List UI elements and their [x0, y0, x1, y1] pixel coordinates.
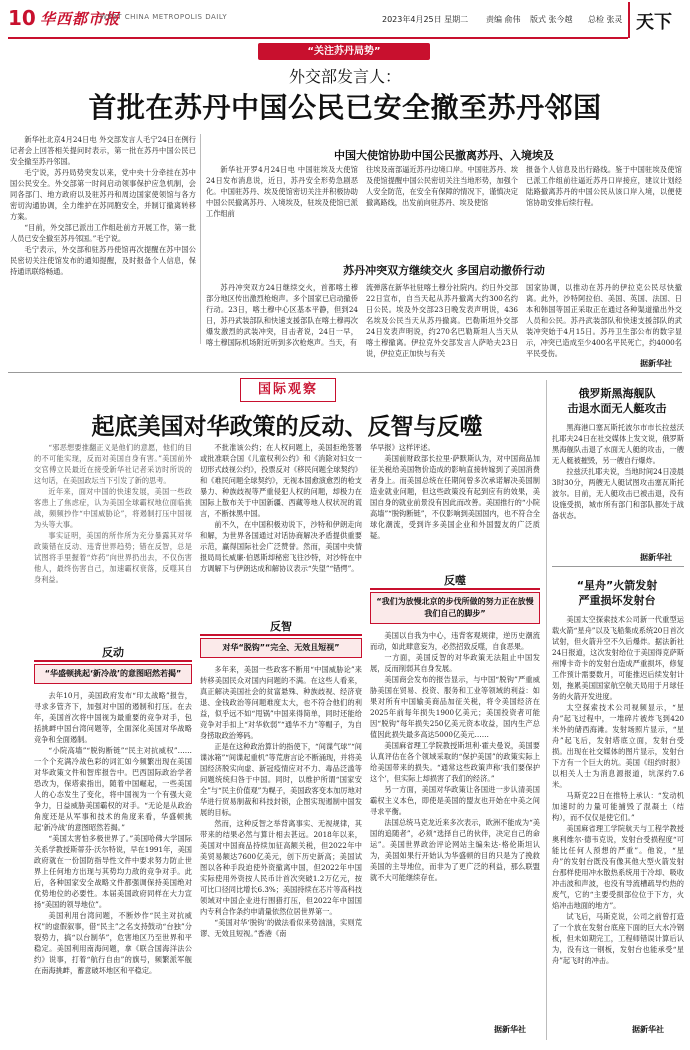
- paragraph: 美国前财政部长拉里·萨默斯认为，对中国商品加征关税给美国物价造成的影响直接转嫁到了美国消费者身上。而美国总统在任期间曾多次承诺解决美国制造业就业问题，但这些政策没有起到应有的效果，美国自身的就业前景没有因此而改善。美国推行的“小院高墙”“脱钩断链”，不仅影响到美国国内，也不符合全球化潮流，受到许多美国企业和外国盟友的广泛质疑。: [370, 454, 540, 540]
- paragraph: 新华社北京4月24日电 外交部发言人毛宁24日在例行记者会上回答相关提问时表示，第一批在苏丹中国公民已安全撤至苏丹邻国。: [10, 135, 196, 166]
- section1-title: 反动: [102, 646, 124, 659]
- paragraph: 多年来，美国一些政客不断用“中国威胁论”来转移美国民众对国内问题的不满。在这些人看来，真正解决美国社会的贫富悬殊、种族歧视、经济衰退、金钱政治等问题难度太大，也不符合他们的利益，似乎远不如“甩锅”中国来得简单，同时还能给竞争对手扣上“对华软弱”“通华不力”等帽子，为自身捞取政治筹码。: [200, 665, 362, 740]
- paragraph: 美国以自我为中心，违背客观规律，逆历史潮流而动，如此肆意妄为，必然招致反噬，自食恶果。: [370, 631, 540, 651]
- designer-credit: 版式 张今越: [530, 15, 573, 24]
- title-line: 严重损坏发射台: [578, 594, 656, 607]
- section-rule: [200, 634, 362, 636]
- paragraph: “小院高墙”“脱钩断链”“民主对抗威权”……一个个充满冷战色彩的词汇如今频繁出现在美国对华政策文件和智库报告中。巴西国际政治学者恐改为，保塔索指出，随着中国崛起，一些美国人的心态发生了变化，将中国视为一个有强大竞争力，日益威胁美国霸权的对手。“无论是从政治角度还是从军事和技术的角度来看，华盛顿挑起‘新冷战’的意图昭然若揭。”: [34, 746, 192, 832]
- paragraph: 苏丹冲突双方24日继续交火，首都喀土穆部分地区传出激烈枪炮声。多个国家已启动撤侨行动。23日，喀土穆中心区基本平静，但到24日，苏丹武装部队和快速支援部队在喀土穆再次爆发激烈的武装冲突，目击者说，24日一早，喀土穆国际机场附近听到多次枪炮声。当天，有: [206, 283, 358, 347]
- mid-col-top: [200, 442, 362, 610]
- paragraph: 马斯克22日在推特上承认：“发动机加速时的力量可能捕毁了混凝土（结构），而不仅仅是使它们。”: [552, 791, 684, 822]
- paragraph: 不批准该公约；在人权问题上，美国拒绝签署或批准联合国《儿童权利公约》和《消除对妇女一切形式歧视公约》，投票反对《移民问题全球契约》和《难民问题全球契约》，无视本国愈演愈烈的枪支暴力、种族歧视等严重侵犯人权的问题，却极力在国际上散布关于中国新疆、西藏等地人权状况的谎言，不断抹黑中国。: [200, 443, 362, 518]
- paragraph: 近年来，面对中国的快速发展，美国一些政客患上了焦虑症，认为美国全球霸权地位面临挑战，频频抄作“中国威胁论”，将遏制打压中国视为头等大事。: [34, 487, 192, 529]
- paragraph: 美国商会发布的报告显示，与中国“脱钩”严重威胁美国在贸易、投资、服务和工业等领域的利益：如果对所有中国输美商品加征关税，将令美国经济在2025年前每年损失1900亿美元；美国投资者可能因“脱钩”每年损失250亿美元资本收益，国内生产总值因此损失最多高达5000亿美元……: [370, 675, 540, 739]
- section3-quote: “我们为放慢北京的步伐所做的努力正在放慢我们自己的脚步”: [370, 592, 540, 624]
- sidebar-story1-credit: 据新华社: [640, 553, 672, 562]
- title-line: 俄罗斯黑海舰队: [578, 387, 656, 400]
- column-tag-box: [240, 378, 336, 402]
- column-divider: [200, 134, 201, 344]
- paragraph: 事实证明，美国的所作所为充分暴露其对华政策错在反动、违背世界趋势；错在反智，总是试图将手里握着“炸药”向世界扔出去，不仅伤害他人，最终伤害自己，加速霸权衰落，反噬其自身利益。: [34, 531, 192, 584]
- paragraph: 美国太空探索技术公司新一代重型运载火箭“星舟”以及飞船集成系统20日首次试射，但火箭升空不久后爆炸。据法新社24日报道，这次发射给位于美国得克萨斯州博卡奇卡的发射台造成严重损坏，修复工作预计需要数月，可能推迟后续发射计划，拖累美国国家航空航天局用于月球任务的火箭开发进度。: [552, 615, 684, 701]
- evacuation-col2: [366, 282, 518, 366]
- issue-date: 2023年4月25日 星期二: [382, 15, 469, 24]
- story-divider: [8, 372, 682, 373]
- top-kicker: 外交部发言人：: [288, 67, 401, 86]
- sidebar-story1-body: [552, 422, 684, 552]
- sidebar-story2-body: [552, 614, 684, 1020]
- paragraph: 华早报》这样评述。: [370, 443, 435, 452]
- paragraph: 前不久，在中国积极劝说下，沙特和伊朗走向和解，为世界各国通过对话协商解决矛盾提供重要示范，赢得国际社会广泛赞誉。然而，美国中央情报局局长威廉·伯恩斯却秘密飞往沙特，对沙特在中方调解下与伊朗达成和解协议表示“失望”“错愕”。: [200, 520, 362, 573]
- section-rule: [34, 660, 192, 662]
- bottom-story-credit: 据新华社: [494, 1025, 526, 1034]
- sidebar-divider: [546, 380, 547, 1040]
- paragraph: “邪恶想要推翻正义是他们的意愿，他们的目的不可能实现，反而对美国自身有害。”美国前外交官傅立民最近在接受新华社记者采访时所说的这句话，在美国政坛当下引发了新的思考。: [34, 443, 192, 485]
- paragraph: “目前，外交部已派出工作组赴前方开展工作，第一批人员已安全撤至苏丹邻国。”毛宁说。: [10, 223, 196, 243]
- bottom-headline: 起底美国对华政策的反动、反智与反噬: [91, 414, 483, 440]
- sidebar-story1-title: [550, 386, 684, 416]
- paragraph: 然而，这种反智之举背离事实、无视规律，其带来的结果必然与算计相去甚远。2018年以来，美国对中国商品持续加征高额关税，但2022年中美贸易额达7600亿美元，创下历史新高；美国试图以各种手段迫使外资撤离中国，但2022年中国实际使用外资按人民币计首次突破1.2万亿元，按可比口径同比增长6.3%；美国持续在芯片等高科技领域对中国企业进行围猎打压，但2022年中国国内专利合作条约申请量依然位居世界第一。: [200, 819, 362, 916]
- topic-tag: “关注苏丹局势”: [258, 43, 430, 60]
- masthead-bar: [0, 0, 690, 38]
- paragraph: 新华社开罗4月24日电 中国驻埃及大使馆24日发布消息说，近日，苏丹安全形势急剧恶化。中国驻苏丹、埃及使馆密切关注并积极协助中国公民撤离苏丹、入境埃及，驻埃及使馆已派工作组前: [206, 165, 358, 218]
- paragraph: 国家协调，以推动在苏丹的伊拉克公民尽快撤离。此外，沙特阿拉伯、美国、英国、法国、日本和韩国等国正采取正在通过各种渠道撤出外交人员和公民。苏丹武装部队和快速支援部队的武装冲突始于4月15日。苏丹卫生部公布的数字显示，冲突已造成至少400名平民死亡，约4000名平民受伤。: [526, 283, 682, 358]
- mid2-col-top: [370, 442, 540, 566]
- paragraph: 报备个人信息及出行路线。鉴于中国驻埃及使馆已派工作组前往逼近苏丹口岸接应，建议计划经陆路撤离苏丹的中国公民从该口岸入境，以便使馆协助安排后续行程。: [526, 165, 682, 207]
- editor-credit: 责编 俞伟: [486, 15, 521, 24]
- top-story-col1: [10, 134, 196, 344]
- page-number: 10: [8, 6, 36, 30]
- evacuation-col1: [206, 282, 358, 366]
- paragraph: 黑海港口塞瓦斯托波尔市市长拉兹沃扎耶夫24日在社交媒体上发文说，俄罗斯黑海舰队击退了水面无人艇的攻击，一艘无人艇被摧毁，另一艘自行爆炸。: [552, 423, 684, 465]
- embassy-col1: [206, 164, 358, 252]
- paragraph: 流弹落在新华社驻喀土穆分社院内。约日外交部22日宣布，自当天起从苏丹撤离大约300名约日公民。埃及外交部23日晚发表声明说，436名埃及公民当天从苏丹撤离。巴勒斯坦外交部24日发表声明说，约270名巴勒斯坦人当天从喀土穆撤离。伊拉克外交部发言人萨哈夫23日说，伊拉克正加快与有关: [366, 283, 518, 358]
- title-line: 击退水面无人艇攻击: [567, 402, 667, 415]
- section1-quote: “华盛顿挑起‘新冷战’的意图昭然若揭”: [34, 664, 192, 684]
- header-divider: [8, 37, 628, 39]
- paragraph: 美国麻省理工学院教授斯坦利·霍夫曼说，美国要认真评估在各个领域采取的“保护美国”的政策实际上给美国带来的损失。“通常这些政策声称‘我们要保护这个’，但实际上却损害了我们的经济。”: [370, 741, 540, 783]
- paragraph: 毛宁说，苏丹局势突发以来，党中央十分牵挂在苏中国公民安全。外交部第一时间启动领事保护应急机制，会同各部门、地方政府以及驻苏丹和周边国家使领馆与各方密切沟通协调，全力维护在苏同胞安全，并制订撤离转移方案。: [10, 168, 196, 221]
- paragraph: 去年10月，美国政府发布“印太战略”报告，寻求多管齐下，加强对中国的遏制和打压。在去年，美国首次将中国视为最重要的竞争对手，包括挑衅中国台湾问题等，全面深化美国对华战略竞争和全面遏制。: [34, 691, 192, 744]
- paragraph: 往埃及南部逼近苏丹边境口岸。中国驻苏丹、埃及使馆提醒中国公民密切关注当地形势，加强个人安全防范，在安全有保障的情况下，谨慎决定撤离路线，出发前向驻苏丹、埃及使馆: [366, 165, 518, 207]
- paper-logo-en: WEST CHINA METROPOLIS DAILY: [100, 13, 228, 21]
- section2-title: 反智: [270, 620, 292, 633]
- subheading-evacuation: 苏丹冲突双方继续交火 多国启动撤侨行动: [343, 264, 545, 277]
- paragraph: 美国麻省理工学院航天与工程学教授奥利维尔·德韦克说，发射台受损程度“可能比任何人预想的严重”。他说，“星舟”的发射台既没有像其他大型火箭发射台那样使用冲水散热系统用于冷却、吸收冲击波和声波，也没有导流槽疏导灼热的废气，它的“主要受损部位位于下方，火焰冲击地面的地方”。: [552, 824, 684, 910]
- embassy-col3: [526, 164, 682, 252]
- section2-body: [200, 664, 362, 1040]
- paragraph: 试飞后，马斯克说，公司之前曾打造了一个放在发射台底座下面的巨大水冷钢板，但未如期完工，工程师错误计算后认为，没有这一钢板，发射台也能承受“星舟”起飞时的冲击。: [552, 912, 684, 965]
- proofreader-credit: 总检 张灵: [588, 15, 623, 24]
- section2-quote: 对华“脱钩”“完全、无效且短视”: [200, 638, 362, 658]
- evacuation-credit: 据新华社: [640, 359, 672, 368]
- paragraph: 另一方面，美国对华政策让各国进一步认清美国霸权主义本色，即使是美国的盟友也开始在中美之间寻求平衡。: [370, 785, 540, 816]
- column-tag: 国际观察: [257, 382, 318, 397]
- sidebar-story2-title: [550, 578, 684, 608]
- subheading-embassy: 中国大使馆协助中国公民撤离苏丹、入境埃及: [334, 149, 554, 162]
- paragraph: 毛宁表示，外交部和驻苏丹使馆再次提醒在苏中国公民密切关注使馆发布的通知提醒，及时报备个人信息，保持通讯联络畅通。: [10, 245, 196, 276]
- top-headline: 首批在苏丹中国公民已安全撤至苏丹邻国: [88, 91, 602, 124]
- section-label: [628, 2, 690, 38]
- paragraph: 拉兹沃扎耶夫说，当地时间24日凌晨3时30分，两艘无人艇试图攻击塞瓦斯托波尔。目前，无人艇攻击已被击退，没有设施受损，城市所有部门和部队都处于战备状态。: [552, 467, 684, 520]
- sidebar-story2-credit: 据新华社: [632, 1025, 664, 1034]
- paper-logo: 华西都市报: [40, 10, 121, 28]
- paragraph: 法国总统马克龙近来多次表示，欧洲不能成为“美国的追随者”，必须“选择自己的伙伴，决定自己的命运”。美国世界政治评论网站主编朱达·格伦斯坦认为，美国如果行开始认为华盛顿的目的只是为了挽救美国的主导地位，而非为了更广泛的利益，那么联盟就不大可能继续存在。: [370, 818, 540, 882]
- embassy-col2: [366, 164, 518, 252]
- title-line: “星舟”火箭发射: [576, 579, 658, 592]
- evacuation-col3: [526, 282, 682, 358]
- section1-body: [34, 690, 192, 1040]
- sidebar-divider-h: [552, 566, 684, 567]
- paragraph: 太空探索技术公司视频显示，“星舟”起飞过程中，一堆碎片被炸飞到420米外的储西海滩。发射场照片显示，“星舟”起飞后，发射塔底立面，发射台受损。出现在社交媒体的图片显示，发射台下方有一个巨大的坑。美国《纽约时报》以相关人士为消息源报道，坑深约7.6米。: [552, 703, 684, 789]
- section3-body: [370, 630, 540, 1018]
- section-label-text: 天下: [636, 12, 672, 33]
- intro-col: [34, 442, 192, 638]
- paragraph: 美国利用台湾问题，不断炒作“民主对抗威权”的虚假叙事，借“民主”之名支持鼓动“台独”分裂势力，搞“以台制华”，危害地区乃至世界和平稳定。美国利用南海问题，拿《联合国海洋法公约》说事，打着“航行自由”的旗号，频繁派军舰在南海挑衅，蓄意破坏地区和平稳定。: [34, 911, 192, 975]
- paragraph: “美国对华‘脱钩’的做法看似来势汹汹，实则荒谬、无效且短视。”香港《南: [200, 918, 362, 938]
- paragraph: “美国太害怕多极世界了。”美国哈佛大学国际关系学教授斯蒂芬·沃尔特说，早在1991年，美国政府就在一份国防指导性文件中要求努力防止世界上任何地方出现与其势均力敌的竞争对手。此后，各种国家安全战略文件都强调保持美国绝对优势地位的必要性。本届美国政府同样在大力宣扬“美国的领导地位”。: [34, 834, 192, 909]
- paragraph: 正是在这种政治算计的指使下，“间谍气球”“间谍冰箱”“间谍起重机”等荒唐言论不断涌现，并将美国经济脱实向虚、新冠疫情应对不力、毒品泛滥等问题统统归咎于中国。同时，以维护所谓“国家安全”与“民主价值观”为幌子，美国政客变本加厉地对华进行贸易制裁和科技封锁，企图实现遏制中国发展的目标。: [200, 742, 362, 817]
- section-rule: [370, 588, 540, 590]
- paragraph: 一方面，美国反智的对华政策无法阻止中国发展，反而削弱其自身发展。: [370, 653, 540, 673]
- section3-title: 反噬: [444, 574, 466, 587]
